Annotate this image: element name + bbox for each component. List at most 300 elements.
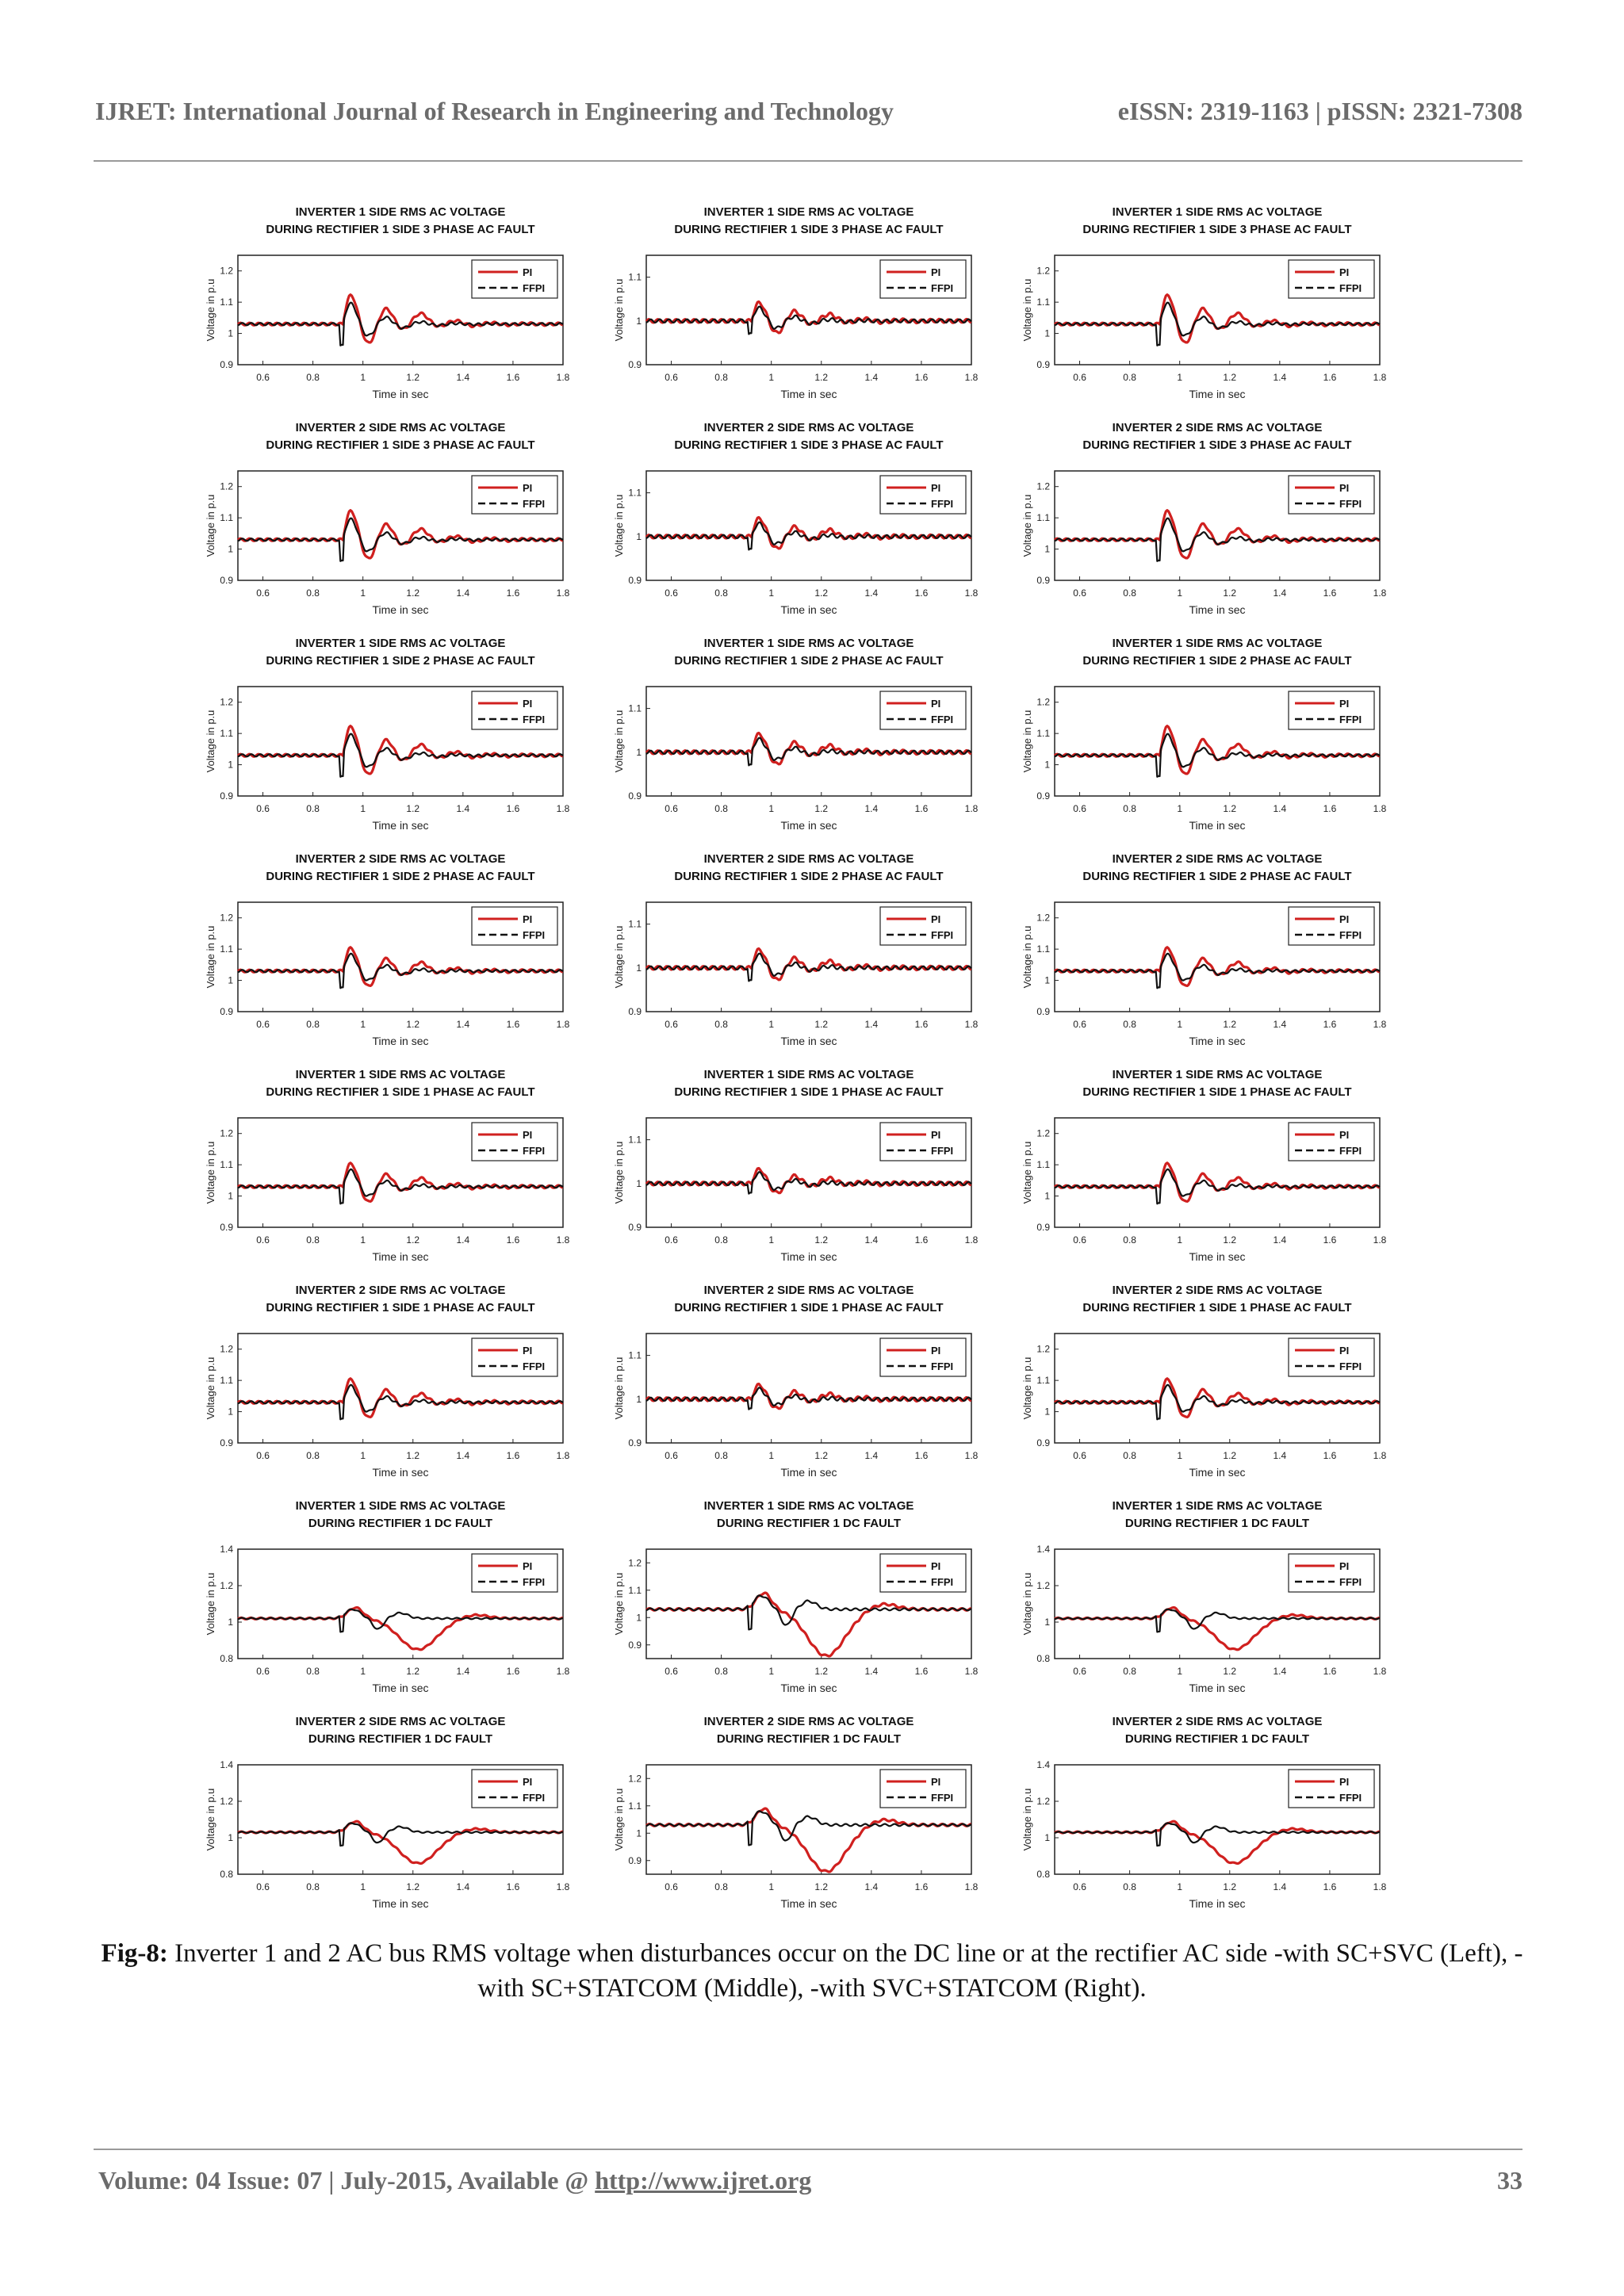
- y-axis-label: Voltage in p.u: [1021, 710, 1033, 773]
- x-tick-label: 1.4: [456, 803, 470, 814]
- y-tick-label: 0.9: [628, 1639, 642, 1651]
- chart-title-line: DURING RECTIFIER 1 SIDE 1 PHASE AC FAULT: [1082, 1301, 1352, 1314]
- x-tick-label: 1: [360, 1881, 366, 1892]
- y-axis-label: Voltage in p.u: [1021, 1357, 1033, 1420]
- x-axis-label: Time in sec: [372, 1466, 429, 1479]
- chart-panel-23: [599, 1708, 995, 1922]
- x-tick-label: 0.8: [306, 1019, 320, 1030]
- y-tick-label: 0.9: [220, 1006, 233, 1017]
- y-tick-label: 0.9: [628, 1437, 642, 1448]
- legend-label-pi: PI: [1339, 1129, 1350, 1141]
- x-tick-label: 1: [1177, 587, 1183, 599]
- y-axis-label: Voltage in p.u: [613, 1572, 625, 1636]
- chart-title-line: DURING RECTIFIER 1 DC FAULT: [308, 1732, 493, 1746]
- chart-title-line: INVERTER 2 SIDE RMS AC VOLTAGE: [1112, 1284, 1323, 1297]
- chart-svg: [190, 414, 587, 628]
- chart-title-line: DURING RECTIFIER 1 SIDE 2 PHASE AC FAULT: [674, 654, 944, 668]
- legend-label-ffpi: FFPI: [931, 1576, 954, 1588]
- x-tick-label: 0.8: [714, 1019, 728, 1030]
- chart-title-line: INVERTER 1 SIDE RMS AC VOLTAGE: [1112, 1499, 1323, 1513]
- x-tick-label: 1.8: [556, 1450, 570, 1461]
- x-tick-label: 1.8: [1373, 1666, 1387, 1677]
- x-tick-label: 1: [360, 372, 366, 383]
- chart-title-line: DURING RECTIFIER 1 SIDE 2 PHASE AC FAULT: [1082, 870, 1352, 883]
- x-tick-label: 1.2: [406, 1234, 420, 1246]
- y-tick-label: 1.1: [628, 1349, 642, 1361]
- x-tick-label: 1: [360, 1450, 366, 1461]
- x-axis-label: Time in sec: [780, 819, 837, 832]
- chart-title-line: INVERTER 2 SIDE RMS AC VOLTAGE: [295, 852, 506, 866]
- x-axis-label: Time in sec: [1189, 1250, 1246, 1263]
- chart-title-line: DURING RECTIFIER 1 SIDE 2 PHASE AC FAULT: [1082, 654, 1352, 668]
- chart-title-line: DURING RECTIFIER 1 SIDE 1 PHASE AC FAULT: [1082, 1085, 1352, 1099]
- chart-title-line: INVERTER 1 SIDE RMS AC VOLTAGE: [703, 1068, 914, 1081]
- y-tick-label: 1: [228, 1406, 233, 1418]
- x-tick-label: 1.4: [456, 1234, 470, 1246]
- chart-svg: [190, 845, 587, 1059]
- y-tick-label: 0.9: [1036, 359, 1050, 370]
- page-number: 33: [1497, 2166, 1522, 2195]
- x-tick-label: 1.4: [1273, 372, 1287, 383]
- chart-svg: [1007, 414, 1404, 628]
- x-tick-label: 1.4: [1273, 1234, 1287, 1246]
- x-tick-label: 1: [768, 1666, 775, 1677]
- footer-volume-text: Volume: 04 Issue: 07 | July-2015, Available @: [98, 2166, 596, 2195]
- y-tick-label: 0.8: [1036, 1869, 1050, 1880]
- y-tick-label: 1.2: [1036, 912, 1050, 924]
- chart-title-line: DURING RECTIFIER 1 SIDE 2 PHASE AC FAULT: [674, 870, 944, 883]
- y-tick-label: 1.2: [1036, 1127, 1050, 1139]
- x-tick-label: 1.6: [1323, 803, 1337, 814]
- legend-label-pi: PI: [931, 913, 941, 925]
- y-tick-label: 1.2: [220, 480, 233, 492]
- x-tick-label: 1.8: [964, 1019, 979, 1030]
- legend-label-pi: PI: [931, 1345, 941, 1357]
- x-tick-label: 0.8: [1123, 372, 1136, 383]
- chart-svg: [1007, 198, 1404, 412]
- x-tick-label: 0.6: [256, 1881, 270, 1892]
- chart-title-line: DURING RECTIFIER 1 DC FAULT: [716, 1732, 902, 1746]
- x-tick-label: 1.8: [1373, 1881, 1387, 1892]
- x-axis-label: Time in sec: [372, 1035, 429, 1047]
- legend-label-pi: PI: [931, 266, 941, 278]
- x-tick-label: 1.6: [914, 803, 929, 814]
- chart-title-line: INVERTER 2 SIDE RMS AC VOLTAGE: [295, 1284, 506, 1297]
- chart-title-line: INVERTER 2 SIDE RMS AC VOLTAGE: [1112, 852, 1323, 866]
- y-tick-label: 1.1: [1036, 1159, 1050, 1171]
- y-tick-label: 1.1: [628, 1584, 642, 1596]
- x-tick-label: 1.4: [1273, 1666, 1287, 1677]
- x-tick-label: 0.6: [256, 1019, 270, 1030]
- chart-svg: [190, 1492, 587, 1706]
- y-tick-label: 1.1: [220, 297, 233, 308]
- footer-divider: [94, 2149, 1522, 2150]
- chart-title-line: DURING RECTIFIER 1 SIDE 1 PHASE AC FAULT: [266, 1301, 535, 1314]
- x-tick-label: 1.4: [456, 372, 470, 383]
- legend-label-pi: PI: [523, 913, 533, 925]
- y-tick-label: 1.1: [1036, 512, 1050, 524]
- x-tick-label: 0.8: [1123, 803, 1136, 814]
- x-tick-label: 1.2: [814, 1881, 829, 1892]
- legend-label-ffpi: FFPI: [1339, 714, 1362, 725]
- y-tick-label: 1: [1044, 543, 1050, 555]
- x-tick-label: 1.4: [456, 1019, 470, 1030]
- y-tick-label: 0.9: [628, 575, 642, 586]
- y-tick-label: 0.9: [1036, 790, 1050, 802]
- x-tick-label: 1.8: [1373, 803, 1387, 814]
- y-axis-label: Voltage in p.u: [205, 1788, 216, 1851]
- y-tick-label: 1: [228, 543, 233, 555]
- x-tick-label: 0.6: [1073, 1450, 1086, 1461]
- legend-label-pi: PI: [1339, 1560, 1350, 1572]
- x-tick-label: 1.2: [406, 1019, 420, 1030]
- x-tick-label: 0.8: [714, 587, 728, 599]
- y-tick-label: 1.1: [1036, 1375, 1050, 1387]
- y-axis-label: Voltage in p.u: [1021, 494, 1033, 557]
- x-tick-label: 0.8: [714, 372, 728, 383]
- chart-panel-24: [1007, 1708, 1404, 1922]
- x-axis-label: Time in sec: [780, 603, 837, 616]
- x-tick-label: 1: [360, 587, 366, 599]
- y-tick-label: 1.2: [220, 1127, 233, 1139]
- y-tick-label: 1.1: [220, 1159, 233, 1171]
- x-tick-label: 1: [1177, 372, 1183, 383]
- chart-title-line: DURING RECTIFIER 1 SIDE 3 PHASE AC FAULT: [1082, 223, 1352, 236]
- legend-label-pi: PI: [523, 1776, 533, 1788]
- chart-title-line: INVERTER 2 SIDE RMS AC VOLTAGE: [1112, 421, 1323, 434]
- x-tick-label: 0.8: [306, 1666, 320, 1677]
- x-tick-label: 1.6: [1323, 587, 1337, 599]
- y-axis-label: Voltage in p.u: [205, 278, 216, 342]
- chart-panel-21: [1007, 1492, 1404, 1706]
- x-tick-label: 0.8: [1123, 1019, 1136, 1030]
- x-axis-label: Time in sec: [372, 1250, 429, 1263]
- chart-panel-17: [599, 1276, 995, 1490]
- chart-svg: [599, 1708, 995, 1922]
- chart-svg: [190, 1708, 587, 1922]
- x-tick-label: 0.6: [665, 1019, 678, 1030]
- y-axis-label: Voltage in p.u: [613, 1788, 625, 1851]
- chart-panel-6: [1007, 414, 1404, 628]
- x-tick-label: 1.8: [556, 1881, 570, 1892]
- legend-label-pi: PI: [931, 482, 941, 494]
- x-tick-label: 0.6: [256, 587, 270, 599]
- legend-label-ffpi: FFPI: [523, 498, 546, 510]
- legend-label-pi: PI: [523, 266, 533, 278]
- y-tick-label: 0.9: [220, 575, 233, 586]
- legend-label-ffpi: FFPI: [1339, 1792, 1362, 1804]
- legend-label-pi: PI: [931, 698, 941, 710]
- legend-label-ffpi: FFPI: [1339, 1360, 1362, 1372]
- y-axis-label: Voltage in p.u: [205, 494, 216, 557]
- y-tick-label: 1.2: [1036, 1796, 1050, 1807]
- x-axis-label: Time in sec: [780, 1897, 837, 1910]
- x-tick-label: 0.8: [306, 1234, 320, 1246]
- y-axis-label: Voltage in p.u: [205, 1572, 216, 1636]
- legend-label-pi: PI: [931, 1560, 941, 1572]
- legend-label-ffpi: FFPI: [523, 1576, 546, 1588]
- x-tick-label: 1.8: [964, 372, 979, 383]
- x-tick-label: 1.2: [1223, 1450, 1237, 1461]
- x-tick-label: 1: [768, 803, 775, 814]
- x-axis-label: Time in sec: [780, 1682, 837, 1694]
- legend-label-pi: PI: [1339, 913, 1350, 925]
- x-tick-label: 1.2: [406, 1666, 420, 1677]
- y-axis-label: Voltage in p.u: [613, 710, 625, 773]
- y-axis-label: Voltage in p.u: [613, 925, 625, 989]
- y-tick-label: 1.1: [220, 1375, 233, 1387]
- x-tick-label: 0.8: [1123, 587, 1136, 599]
- figure-grid: [190, 198, 1396, 1927]
- x-tick-label: 1.2: [814, 1234, 829, 1246]
- y-tick-label: 1.1: [628, 918, 642, 930]
- x-tick-label: 0.8: [306, 803, 320, 814]
- x-axis-label: Time in sec: [780, 1035, 837, 1047]
- chart-title-line: DURING RECTIFIER 1 SIDE 3 PHASE AC FAULT: [674, 438, 944, 452]
- x-tick-label: 0.6: [256, 372, 270, 383]
- x-tick-label: 0.8: [714, 803, 728, 814]
- x-tick-label: 1.6: [1323, 1234, 1337, 1246]
- y-tick-label: 1.4: [1036, 1759, 1050, 1770]
- x-tick-label: 1.8: [556, 587, 570, 599]
- y-axis-label: Voltage in p.u: [205, 710, 216, 773]
- chart-panel-22: [190, 1708, 587, 1922]
- chart-title-line: INVERTER 2 SIDE RMS AC VOLTAGE: [703, 421, 914, 434]
- caption-label: Fig-8:: [101, 1939, 168, 1968]
- x-tick-label: 1.8: [556, 1666, 570, 1677]
- x-tick-label: 0.8: [306, 372, 320, 383]
- chart-panel-20: [599, 1492, 995, 1706]
- chart-panel-15: [1007, 1061, 1404, 1275]
- legend-label-pi: PI: [931, 1776, 941, 1788]
- x-tick-label: 0.8: [714, 1881, 728, 1892]
- y-tick-label: 0.8: [1036, 1653, 1050, 1664]
- x-tick-label: 0.6: [256, 803, 270, 814]
- y-tick-label: 1: [1044, 327, 1050, 339]
- chart-title-line: INVERTER 1 SIDE RMS AC VOLTAGE: [295, 1068, 506, 1081]
- chart-panel-5: [599, 414, 995, 628]
- x-tick-label: 0.6: [1073, 587, 1086, 599]
- y-tick-label: 0.9: [628, 1006, 642, 1017]
- x-tick-label: 1.6: [914, 587, 929, 599]
- x-tick-label: 1.6: [506, 1881, 520, 1892]
- chart-title-line: INVERTER 1 SIDE RMS AC VOLTAGE: [1112, 205, 1323, 219]
- legend-label-ffpi: FFPI: [1339, 1576, 1362, 1588]
- chart-panel-19: [190, 1492, 587, 1706]
- chart-title-line: DURING RECTIFIER 1 DC FAULT: [1124, 1517, 1310, 1530]
- y-tick-label: 1: [228, 1832, 233, 1843]
- y-axis-label: Voltage in p.u: [205, 925, 216, 989]
- x-tick-label: 1.8: [556, 1019, 570, 1030]
- chart-title-line: INVERTER 2 SIDE RMS AC VOLTAGE: [703, 852, 914, 866]
- x-axis-label: Time in sec: [372, 1682, 429, 1694]
- y-tick-label: 1.2: [1036, 265, 1050, 277]
- x-tick-label: 1.6: [914, 1450, 929, 1461]
- x-tick-label: 1.2: [1223, 803, 1237, 814]
- x-tick-label: 1.4: [864, 1019, 879, 1030]
- x-tick-label: 1.2: [1223, 1666, 1237, 1677]
- x-tick-label: 1.6: [1323, 1019, 1337, 1030]
- y-tick-label: 1.2: [220, 912, 233, 924]
- x-tick-label: 1.2: [814, 1019, 829, 1030]
- footer-link[interactable]: http://www.ijret.org: [595, 2166, 812, 2195]
- x-tick-label: 1: [360, 803, 366, 814]
- x-tick-label: 1.4: [864, 1450, 879, 1461]
- y-tick-label: 1: [228, 1190, 233, 1202]
- x-tick-label: 1.2: [1223, 1019, 1237, 1030]
- x-tick-label: 1.4: [864, 1881, 879, 1892]
- x-tick-label: 1.2: [1223, 1234, 1237, 1246]
- y-tick-label: 0.9: [628, 1222, 642, 1233]
- legend-label-ffpi: FFPI: [523, 1145, 546, 1157]
- chart-title-line: INVERTER 1 SIDE RMS AC VOLTAGE: [703, 637, 914, 650]
- legend-label-pi: PI: [1339, 266, 1350, 278]
- y-tick-label: 1: [1044, 759, 1050, 771]
- x-tick-label: 1.6: [1323, 1450, 1337, 1461]
- x-tick-label: 1.2: [814, 1450, 829, 1461]
- x-tick-label: 0.8: [1123, 1450, 1136, 1461]
- x-tick-label: 0.6: [1073, 1019, 1086, 1030]
- chart-panel-14: [599, 1061, 995, 1275]
- y-tick-label: 1.1: [1036, 297, 1050, 308]
- chart-svg: [1007, 1492, 1404, 1706]
- y-tick-label: 1: [636, 1393, 642, 1405]
- x-tick-label: 0.8: [714, 1666, 728, 1677]
- x-tick-label: 0.6: [665, 1881, 678, 1892]
- chart-panel-4: [190, 414, 587, 628]
- chart-svg: [1007, 1276, 1404, 1490]
- x-tick-label: 1.6: [914, 1666, 929, 1677]
- y-tick-label: 0.9: [1036, 1222, 1050, 1233]
- chart-title-line: INVERTER 1 SIDE RMS AC VOLTAGE: [295, 1499, 506, 1513]
- chart-title-line: DURING RECTIFIER 1 DC FAULT: [716, 1517, 902, 1530]
- x-tick-label: 0.8: [714, 1234, 728, 1246]
- x-tick-label: 1.6: [914, 1234, 929, 1246]
- x-tick-label: 0.8: [306, 1450, 320, 1461]
- legend-label-ffpi: FFPI: [931, 498, 954, 510]
- x-tick-label: 0.6: [1073, 803, 1086, 814]
- chart-svg: [599, 845, 995, 1059]
- legend-label-ffpi: FFPI: [1339, 282, 1362, 294]
- x-tick-label: 1: [768, 1881, 775, 1892]
- x-tick-label: 1.2: [814, 587, 829, 599]
- x-tick-label: 1.8: [556, 372, 570, 383]
- x-tick-label: 1.4: [456, 1881, 470, 1892]
- y-tick-label: 1.4: [220, 1759, 233, 1770]
- legend-label-pi: PI: [523, 1129, 533, 1141]
- y-tick-label: 1: [636, 530, 642, 542]
- y-tick-label: 0.9: [220, 1437, 233, 1448]
- chart-title-line: DURING RECTIFIER 1 DC FAULT: [1124, 1732, 1310, 1746]
- chart-svg: [599, 198, 995, 412]
- legend-label-pi: PI: [1339, 698, 1350, 710]
- y-tick-label: 1.1: [1036, 943, 1050, 955]
- legend-label-pi: PI: [1339, 1345, 1350, 1357]
- x-tick-label: 1: [1177, 1450, 1183, 1461]
- y-tick-label: 1.1: [628, 1800, 642, 1812]
- x-tick-label: 1.4: [864, 372, 879, 383]
- journal-title: IJRET: International Journal of Research in Engineering and Technology: [95, 97, 894, 125]
- chart-svg: [599, 629, 995, 844]
- chart-svg: [190, 629, 587, 844]
- y-tick-label: 0.9: [628, 1854, 642, 1866]
- y-tick-label: 1: [228, 974, 233, 986]
- x-tick-label: 1.8: [1373, 372, 1387, 383]
- x-tick-label: 1.8: [556, 1234, 570, 1246]
- y-tick-label: 1: [1044, 1832, 1050, 1843]
- x-tick-label: 1.6: [506, 1019, 520, 1030]
- chart-title-line: INVERTER 2 SIDE RMS AC VOLTAGE: [703, 1715, 914, 1728]
- x-tick-label: 1.8: [964, 1881, 979, 1892]
- chart-svg: [1007, 845, 1404, 1059]
- chart-svg: [1007, 629, 1404, 844]
- x-tick-label: 0.8: [1123, 1881, 1136, 1892]
- y-tick-label: 1.2: [628, 1773, 642, 1785]
- y-tick-label: 1.2: [1036, 696, 1050, 708]
- y-axis-label: Voltage in p.u: [1021, 278, 1033, 342]
- y-tick-label: 1: [636, 315, 642, 327]
- x-tick-label: 1.2: [814, 803, 829, 814]
- x-tick-label: 1.8: [964, 803, 979, 814]
- legend-label-ffpi: FFPI: [1339, 498, 1362, 510]
- legend-label-ffpi: FFPI: [931, 1792, 954, 1804]
- chart-panel-18: [1007, 1276, 1404, 1490]
- y-tick-label: 1.2: [1036, 1343, 1050, 1355]
- chart-svg: [599, 1492, 995, 1706]
- x-tick-label: 1.2: [814, 372, 829, 383]
- y-tick-label: 1: [636, 1612, 642, 1624]
- issn-info: eISSN: 2319-1163 | pISSN: 2321-7308: [1117, 97, 1522, 125]
- figure-caption: [95, 1936, 1529, 2006]
- y-tick-label: 0.9: [628, 359, 642, 370]
- x-tick-label: 1.4: [456, 1450, 470, 1461]
- y-tick-label: 0.9: [628, 790, 642, 802]
- x-axis-label: Time in sec: [1189, 819, 1246, 832]
- y-tick-label: 1.2: [220, 1343, 233, 1355]
- chart-panel-2: [599, 198, 995, 412]
- y-tick-label: 0.9: [220, 359, 233, 370]
- footer-volume: [98, 2166, 811, 2195]
- x-tick-label: 1.4: [1273, 587, 1287, 599]
- legend-label-ffpi: FFPI: [523, 929, 546, 941]
- x-tick-label: 1: [1177, 1019, 1183, 1030]
- x-axis-label: Time in sec: [780, 1250, 837, 1263]
- y-tick-label: 1.4: [1036, 1544, 1050, 1555]
- x-tick-label: 1.6: [506, 587, 520, 599]
- chart-title-line: DURING RECTIFIER 1 SIDE 1 PHASE AC FAULT: [674, 1085, 944, 1099]
- chart-svg: [599, 1276, 995, 1490]
- x-tick-label: 1.6: [506, 1666, 520, 1677]
- x-tick-label: 1: [768, 1019, 775, 1030]
- legend-label-pi: PI: [523, 698, 533, 710]
- x-tick-label: 0.8: [1123, 1234, 1136, 1246]
- chart-title-line: DURING RECTIFIER 1 SIDE 2 PHASE AC FAULT: [266, 654, 535, 668]
- y-axis-label: Voltage in p.u: [613, 494, 625, 557]
- x-tick-label: 1.6: [914, 372, 929, 383]
- x-tick-label: 1.6: [1323, 1666, 1337, 1677]
- y-tick-label: 0.9: [220, 790, 233, 802]
- y-tick-label: 0.9: [1036, 1437, 1050, 1448]
- x-tick-label: 1.8: [964, 587, 979, 599]
- x-tick-label: 1: [768, 372, 775, 383]
- x-tick-label: 1.2: [1223, 372, 1237, 383]
- chart-title-line: INVERTER 1 SIDE RMS AC VOLTAGE: [295, 637, 506, 650]
- x-tick-label: 1.2: [406, 587, 420, 599]
- legend-label-ffpi: FFPI: [931, 282, 954, 294]
- y-tick-label: 0.9: [1036, 575, 1050, 586]
- x-tick-label: 1.2: [814, 1666, 829, 1677]
- y-tick-label: 1.1: [220, 728, 233, 740]
